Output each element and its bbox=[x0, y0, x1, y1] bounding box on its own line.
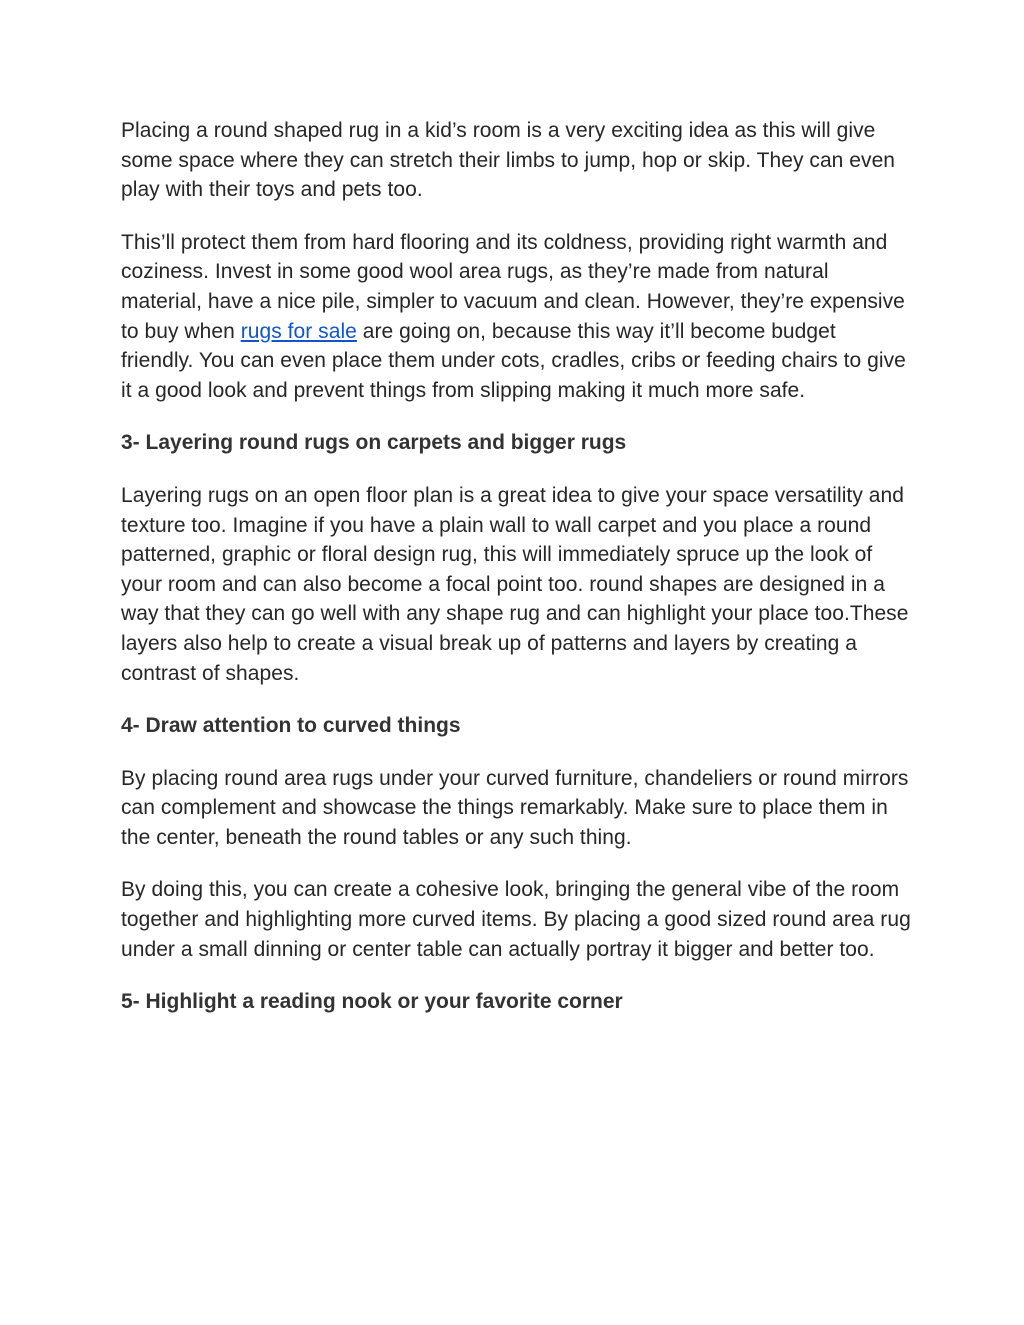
rugs-for-sale-link[interactable]: rugs for sale bbox=[240, 319, 357, 343]
paragraph-curved-furniture: By placing round area rugs under your curved furniture, chandeliers or round mirrors can complement and showcase the things remarkably. Make sure to place them in the center, beneath the round tables or any such thing. bbox=[121, 766, 909, 849]
paragraph-text-after-link: are going on, because this way it’ll become budget friendly. You can even place them under cots, cradles, cribs or feeding chairs to give it a good look and prevent things from slipping making it much more safe. bbox=[121, 319, 906, 402]
paragraph-text-before-link: This’ll protect them from hard flooring and its coldness, providing right warmth and coziness. Invest in some good wool area rugs, as they’re made from natural material, have a nice pile, simpler to vacuum and clean. However, they’re expensive to buy when bbox=[121, 230, 905, 343]
heading-reading-nook: 5- Highlight a reading nook or your favorite corner bbox=[121, 990, 623, 1014]
paragraph-wool-rugs bbox=[121, 228, 911, 406]
paragraph-kids-room: Placing a round shaped rug in a kid’s room is a very exciting idea as this will give some space where they can stretch their limbs to jump, hop or skip. They can even play with their toys and pets too. bbox=[121, 119, 896, 202]
paragraph-cohesive-look: By doing this, you can create a cohesive look, bringing the general vibe of the room together and highlighting more curved items. By placing a good sized round area rug under a small dinning or center table can actually portray it bigger and better too. bbox=[121, 878, 911, 961]
heading-layering-rugs: 3- Layering round rugs on carpets and bigger rugs bbox=[121, 431, 627, 455]
paragraph-layering-rugs: Layering rugs on an open floor plan is a great idea to give your space versatility and texture too. Imagine if you have a plain wall to wall carpet and you place a round patterned, graphic or floral design rug, this will immediately spruce up the look of your room and can also become a focal point too. round shapes are designed in a way that they can go well with any shape rug and can highlight your place too.These layers also help to create a visual break up of patterns and layers by creating a contrast of shapes. bbox=[121, 483, 909, 685]
heading-curved-things: 4- Draw attention to curved things bbox=[121, 714, 461, 738]
document-page bbox=[121, 116, 911, 1040]
